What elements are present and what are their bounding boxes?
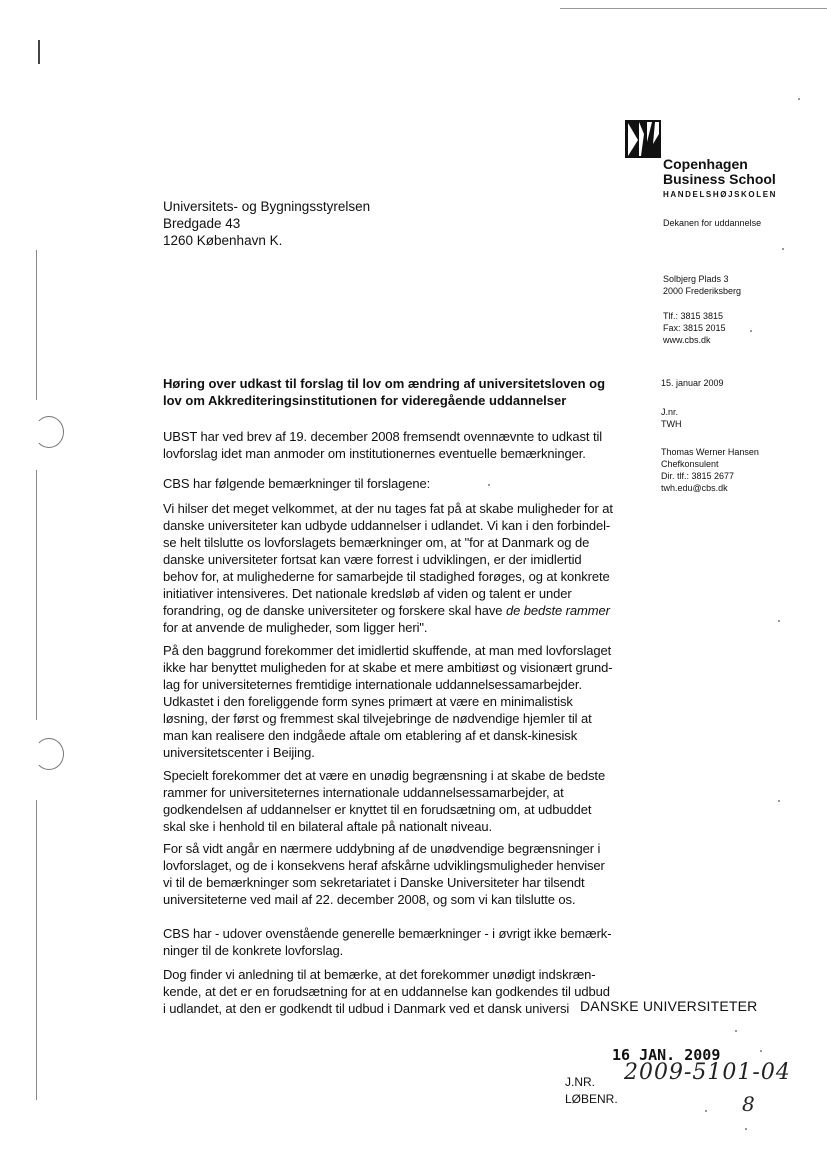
- scan-edge-line: [36, 250, 37, 400]
- scan-dot: [750, 330, 752, 332]
- body-line: [163, 602, 623, 619]
- letter-date: 15. januar 2009: [661, 378, 724, 388]
- brand-subtitle: HANDELSHØJSKOLEN: [663, 190, 778, 199]
- emphasis-text: de bedste rammer: [505, 603, 610, 618]
- scan-dot: [735, 1030, 737, 1032]
- scan-edge-line: [36, 800, 37, 1100]
- body-line: Specielt forekommer det at være en unødig begrænsning i at skabe de bedste: [163, 768, 606, 783]
- cbs-logo-icon: [625, 120, 661, 158]
- scan-mark: [38, 40, 40, 64]
- body-line: rammer for universiteternes internationale uddannelsessamarbejder, at: [163, 785, 564, 800]
- recipient-line: 1260 København K.: [163, 233, 283, 248]
- sender-street: Solbjerg Plads 3: [663, 274, 729, 284]
- scan-dot: [778, 620, 780, 622]
- body-line: man kan realisere den indgåede aftale om etablering af et dansk-kinesisk: [163, 728, 578, 743]
- body-line: CBS har - udover ovenstående generelle bemærkninger - i øvrigt ikke bemærk-: [163, 926, 612, 941]
- body-line: Vi hilser det meget velkommet, at der nu tages fat på at skabe muligheder for at: [163, 501, 613, 516]
- body-line: universitetscenter i Beijing.: [163, 745, 315, 760]
- scan-edge-line: [36, 470, 37, 720]
- body-line: skal ske i henhold til en bilateral aftale på nationalt niveau.: [163, 819, 493, 834]
- body-line: vi til de bemærkninger som sekretariatet i Danske Universiteter har tilsendt: [163, 875, 585, 890]
- scan-dot: [782, 248, 784, 250]
- body-line: Udkastet i den foreliggende form synes primært at være en minimalistisk: [163, 694, 573, 709]
- body-paragraph: [163, 642, 623, 761]
- body-line: godkendelsen af uddannelser er knyttet til en forudsætning om, at udbuddet: [163, 802, 592, 817]
- brand-line-2: Business School: [663, 171, 776, 187]
- body-line: se helt tilslutte os lovforslagets bemærkninger om, at "for at Danmark og de: [163, 535, 590, 550]
- scan-dot: [745, 1128, 747, 1130]
- scan-dot: [705, 1110, 707, 1112]
- body-line: for at anvende de muligheder, som ligger heri".: [163, 620, 428, 635]
- body-line: universiteterne ved mail af 22. december 2008, og som vi kan tilslutte os.: [163, 892, 576, 907]
- contact-title: Chefkonsulent: [661, 459, 719, 469]
- body-paragraph: [163, 767, 623, 835]
- body-paragraph: [163, 500, 623, 636]
- stamp-title: DANSKE UNIVERSITETER: [580, 998, 758, 1014]
- sender-city: 2000 Frederiksberg: [663, 286, 742, 296]
- sender-web: www.cbs.dk: [663, 335, 711, 345]
- body-line: løsning, der først og fremmest skal tilvejebringe de nødvendige hjemler til at: [163, 711, 592, 726]
- punch-hole: [34, 416, 64, 448]
- body-line: kende, at det er en forudsætning for at en uddannelse kan godkendes til udbud: [163, 984, 610, 999]
- body-paragraph: [163, 925, 623, 959]
- stamp-date: 16 JAN. 2009: [612, 1046, 721, 1064]
- body-line: danske universiteter fortsat kan være forrest i udviklingen, er der imidlertid: [163, 552, 582, 567]
- body-line: behov for, at mulighederne for samarbejde til stadighed forøges, og at konkrete: [163, 569, 610, 584]
- body-line: For så vidt angår en nærmere uddybning af de unødvendige begrænsninger i: [163, 841, 601, 856]
- body-line: På den baggrund forekommer det imidlertid skuffende, at man med lovforslaget: [163, 643, 612, 658]
- recipient-line: Universitets- og Bygningsstyrelsen: [163, 199, 371, 214]
- department: Dekanen for uddannelse: [663, 218, 762, 228]
- scan-edge-line: [560, 8, 827, 9]
- body-line: initiativer intensiveres. Det nationale kredsløb af viden og talent er under: [163, 586, 572, 601]
- body-line: lovforslag idet man anmoder om institutionernes eventuelle bemærkninger.: [163, 446, 586, 461]
- stamp-jnr-label: J.NR.: [565, 1075, 595, 1089]
- body-paragraph: [163, 475, 623, 492]
- recipient-address: [163, 198, 370, 249]
- sender-fax: Fax: 3815 2015: [663, 323, 726, 333]
- contact-email: twh.edu@cbs.dk: [661, 483, 728, 493]
- body-line: danske universiteter kan udbyde uddannelser i udlandet. Vi kan i den forbindel-: [163, 518, 611, 533]
- scan-dot: [778, 800, 780, 802]
- body-line: ninger til de konkrete lovforslag.: [163, 943, 344, 958]
- body-line: UBST har ved brev af 19. december 2008 fremsendt ovennævnte to udkast til: [163, 429, 603, 444]
- body-line: i udlandet, at den er godkendt til udbud i Danmark ved et dansk universi: [163, 1001, 570, 1016]
- stamp-lob-label: LØBENR.: [565, 1092, 618, 1106]
- contact-phone: Dir. tlf.: 3815 2677: [661, 471, 735, 481]
- body-text: forandring, og de danske universiteter og forskere skal have: [163, 603, 506, 618]
- letter-subject: [163, 375, 613, 409]
- subject-line: Høring over udkast til forslag til lov om ændring af universitetsloven og: [163, 376, 606, 391]
- sender-phone: Tlf.: 3815 3815: [663, 311, 724, 321]
- scan-dot: [760, 1050, 762, 1052]
- brand-line-1: Copenhagen: [663, 156, 748, 172]
- subject-line: lov om Akkrediteringsinstitutionen for videregående uddannelser: [163, 393, 567, 408]
- jnr-label: J.nr.: [661, 407, 679, 417]
- jnr-value: TWH: [661, 419, 682, 429]
- body-paragraph: [163, 428, 623, 462]
- recipient-line: Bredgade 43: [163, 216, 241, 231]
- body-line: ikke har benyttet muligheden for at skabe et mere ambitiøst og visionært grund-: [163, 660, 613, 675]
- contact-name: Thomas Werner Hansen: [661, 447, 759, 457]
- body-line: lag for universiteternes fremtidige internationale uddannelsessamarbejder.: [163, 677, 582, 692]
- body-paragraph: [163, 966, 623, 1017]
- body-line: CBS har følgende bemærkninger til forslagene:: [163, 476, 431, 491]
- body-line: lovforslaget, og de i konsekvens heraf afskårne udviklingsmuligheder henviser: [163, 858, 605, 873]
- body-paragraph: [163, 840, 623, 908]
- sender-brand: [663, 157, 776, 187]
- punch-hole: [34, 738, 64, 770]
- scan-dot: [798, 98, 800, 100]
- stamp-jnr-handwritten: 2009-5101-04: [624, 1060, 791, 1085]
- body-line: Dog finder vi anledning til at bemærke, at det forekommer unødigt indskræn-: [163, 967, 596, 982]
- stamp-lob-handwritten: 8: [742, 1092, 755, 1116]
